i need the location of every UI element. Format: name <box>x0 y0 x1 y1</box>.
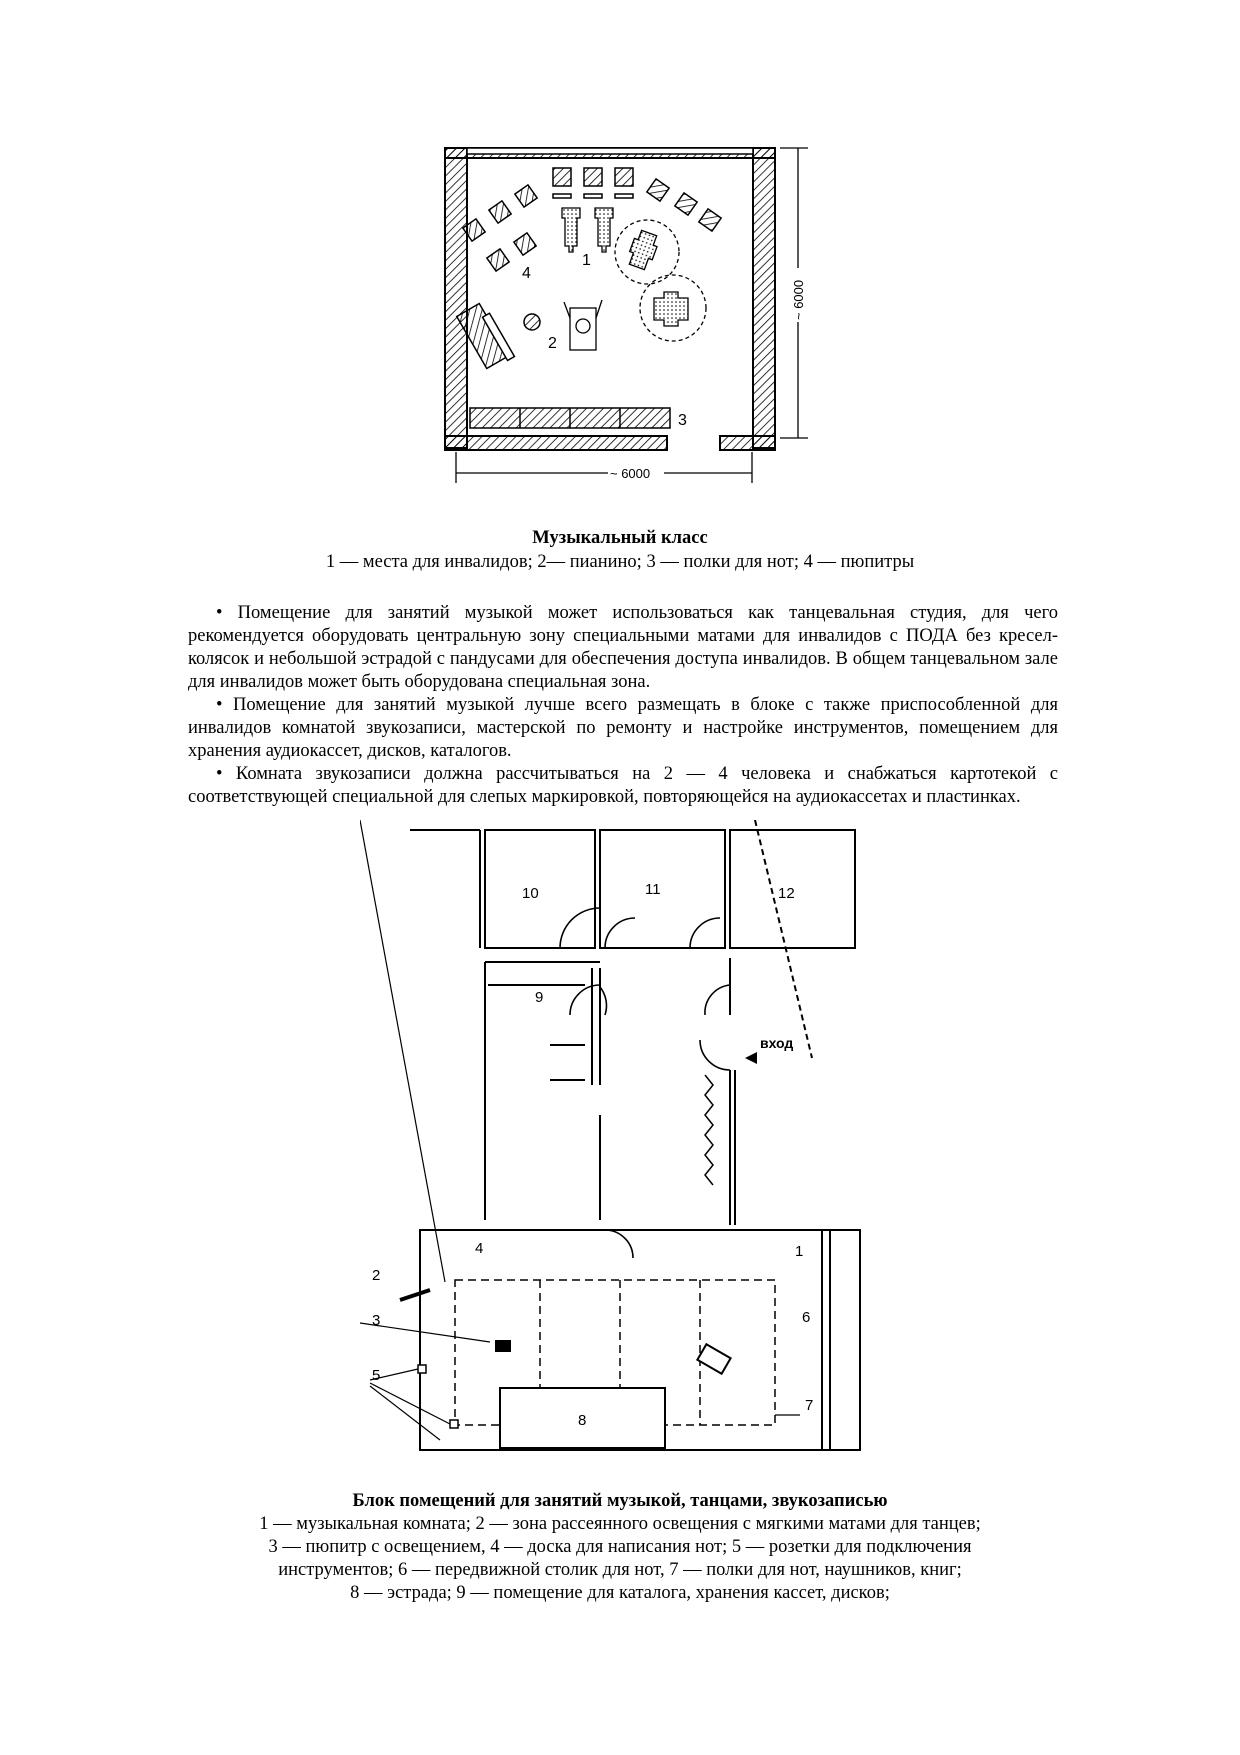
label-2: 2 <box>548 335 557 352</box>
figure2-caption-line-4: 8 — эстрада; 9 — помещение для каталога, хранения кассет, дисков; <box>350 1583 890 1603</box>
label-1: 1 <box>582 252 591 269</box>
figure1-caption-title: Музыкальный класс <box>532 528 708 548</box>
piano <box>457 304 540 369</box>
paragraph-3: • Комната звукозаписи должна рассчитываться на 2 — 4 человека и снабжаться картотекой с соответствующей специальной для слепых маркировкой, повторяющейся на аудиокассетах и пластинках. <box>188 764 1058 807</box>
entrance-arrow <box>745 820 812 1064</box>
body-text <box>188 602 1058 809</box>
paragraph-1: • Помещение для занятий музыкой может использоваться как танцевальная студия, для чего рекомендуется оборудовать центральную зону специальными матами для инвалидов с ПОДА без кресел-колясок и небольшой эстрадой с пандусами для обеспечения доступа инвалидов. В общем танцевальном зале для инвалидов может быть оборудована специальная зона. <box>188 603 1058 692</box>
music-block-plan <box>360 820 890 1460</box>
music-stands <box>463 168 721 271</box>
walls <box>445 148 775 450</box>
music-class-plan <box>430 140 830 510</box>
lit-music-stand <box>495 1340 511 1352</box>
room-1: 1 <box>795 1243 804 1260</box>
figure2-caption-line-2: 3 — пюпитр с освещением, 4 — доска для написания нот; 5 — розетки для подключения <box>268 1537 972 1557</box>
dim-horizontal: ~ 6000 <box>610 466 651 481</box>
room-8: 8 <box>578 1412 587 1429</box>
doors <box>560 908 730 1258</box>
board <box>400 1290 430 1300</box>
room-9: 9 <box>535 989 544 1006</box>
planter <box>705 1075 713 1185</box>
room-6: 6 <box>802 1309 811 1326</box>
room-10: 10 <box>522 885 539 902</box>
figure2-caption <box>0 1490 1240 1605</box>
movable-table <box>697 1344 730 1374</box>
room-7: 7 <box>805 1397 814 1414</box>
room-3: 3 <box>372 1312 381 1329</box>
label-4: 4 <box>522 265 531 282</box>
figure2-caption-title: Блок помещений для занятий музыкой, танцами, звукозаписью <box>352 1491 888 1511</box>
walls <box>410 830 860 1450</box>
teacher-wheelchair <box>564 300 602 350</box>
figure2-caption-line-1: 1 — музыкальная комната; 2 — зона рассеянного освещения с мягкими матами для танцев; <box>259 1514 981 1534</box>
label-3: 3 <box>678 412 687 429</box>
figure1-caption-legend: 1 — места для инвалидов; 2— пианино; 3 — полки для нот; 4 — пюпитры <box>325 552 915 572</box>
note-shelves <box>470 408 670 428</box>
paragraph-2: • Помещение для занятий музыкой лучше всего размещать в блоке с также приспособленной для инвалидов комнатой звукозаписи, мастерской по ремонту и настройке инструментов, помещением для хранения аудиокассет, дисков, каталогов. <box>188 695 1058 761</box>
room-11: 11 <box>645 881 661 898</box>
room-4: 4 <box>475 1240 484 1257</box>
entrance-label: вход <box>760 1035 794 1051</box>
outlets <box>418 1365 458 1428</box>
room-5: 5 <box>372 1367 381 1384</box>
room-12: 12 <box>778 885 795 902</box>
dim-vertical: ~ 6000 <box>791 279 806 320</box>
room-2: 2 <box>372 1267 381 1284</box>
figure2-caption-line-3: инструментов; 6 — передвижной столик для нот, 7 — полки для нот, наушников, книг; <box>278 1560 962 1580</box>
